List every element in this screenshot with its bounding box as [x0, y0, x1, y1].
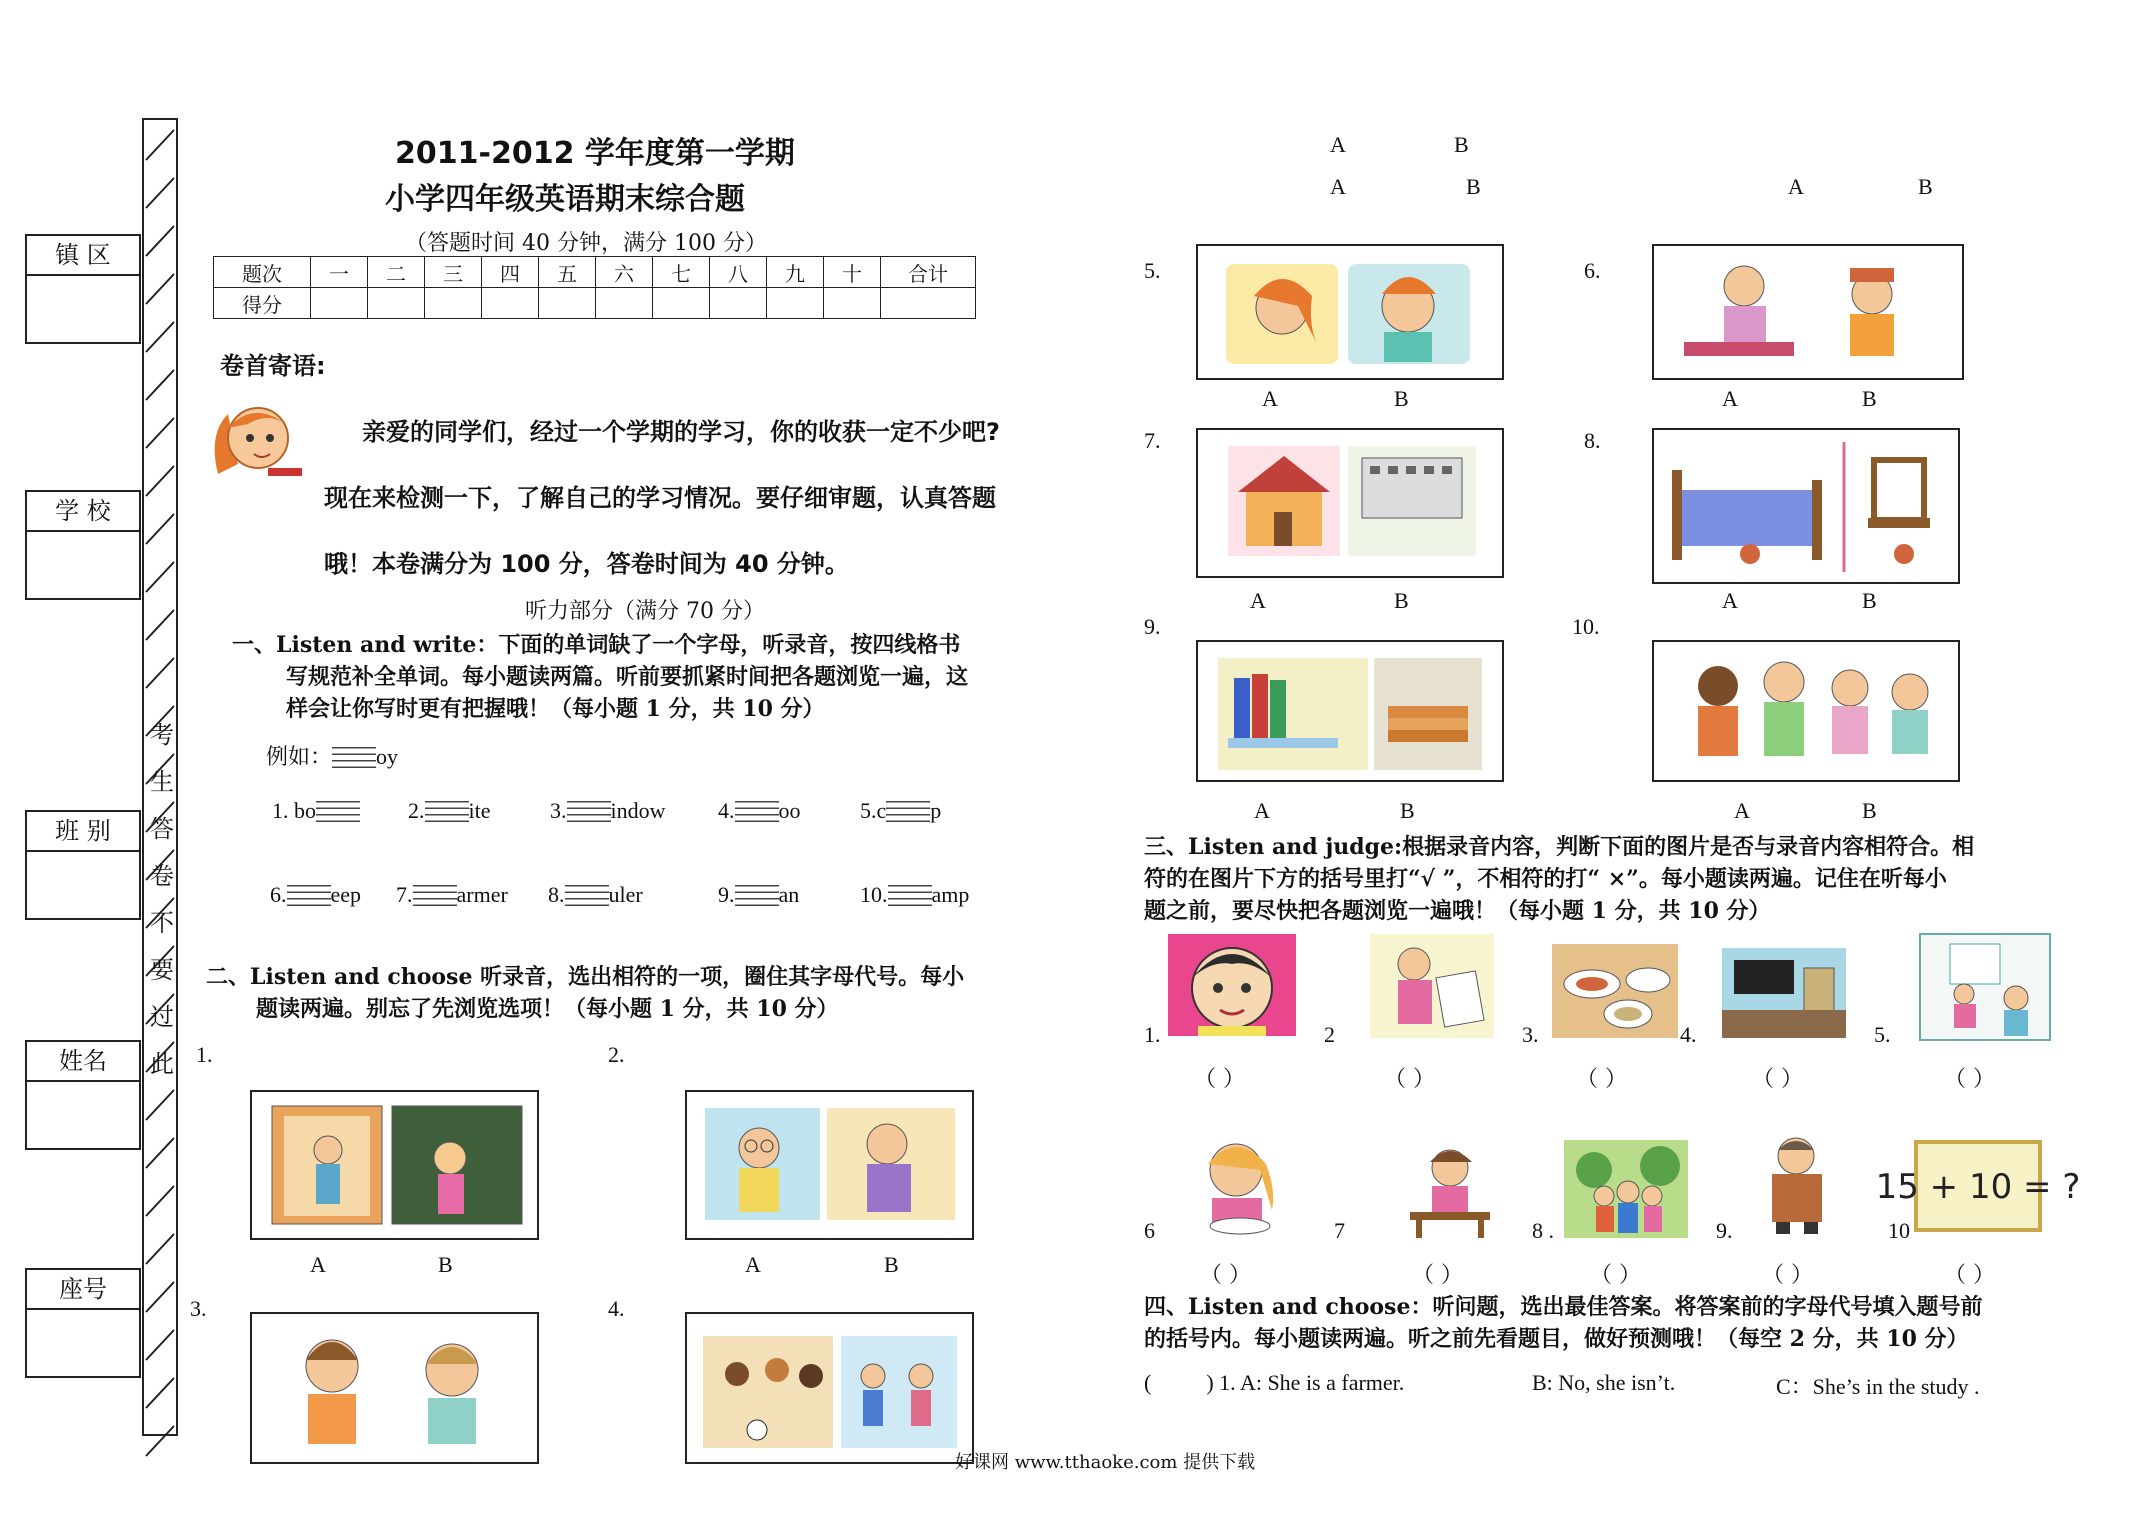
section2-instruction-1: 二、Listen and choose 听录音，选出相符的一项，圈住其字母代号。每小: [206, 964, 965, 990]
intro-line-2: 现在来检测一下，了解自己的学习情况。要仔细审题，认真答题: [324, 484, 996, 512]
s2-q9-picture: [1196, 640, 1504, 782]
s2-q8-option-a[interactable]: A: [1722, 588, 1738, 613]
item-number: 5.c: [860, 798, 887, 823]
score-col: 九: [767, 257, 824, 288]
s3-q7-answer-bracket[interactable]: （ ）: [1412, 1263, 1463, 1288]
item-suffix: uler: [608, 882, 643, 907]
overflow-option-a: A: [1330, 132, 1346, 157]
s2-q10-number: 10.: [1572, 614, 1600, 639]
s2-q8-option-b[interactable]: B: [1862, 588, 1877, 613]
example-label: 例如：: [266, 744, 333, 769]
exam-subtitle: （答题时间 40 分钟，满分 100 分）: [405, 231, 767, 256]
score-col-total: 合计: [881, 257, 976, 288]
s2-q6-number: 6.: [1584, 258, 1601, 283]
listening-part-title: 听力部分（满分 70 分）: [525, 599, 765, 624]
exam-title-year: 2011-2012 学年度第一学期: [395, 136, 795, 171]
s3-q2-picture: [1370, 934, 1494, 1038]
score-col: 八: [710, 257, 767, 288]
item-suffix: amp: [931, 882, 970, 907]
four-line-blank[interactable]: [425, 796, 469, 822]
item-number: 10.: [860, 882, 888, 907]
score-cell[interactable]: [539, 288, 596, 319]
s4-q1-option-a[interactable]: ( ) 1. A: She is a farmer.: [1144, 1370, 1405, 1395]
s3-q7-picture: [1390, 1140, 1510, 1238]
four-line-blank[interactable]: [886, 796, 930, 822]
write-item-10: [860, 880, 969, 908]
girl-illustration: [198, 394, 310, 490]
s2-q10-option-a[interactable]: A: [1734, 798, 1750, 823]
s3-q3-picture: [1552, 944, 1678, 1038]
s2-q7-option-b[interactable]: B: [1394, 588, 1409, 613]
overflow-option-b: B: [1454, 132, 1469, 157]
s3-q10-answer-bracket[interactable]: （ ）: [1944, 1263, 1995, 1288]
item-suffix: p: [930, 798, 942, 823]
info-field-seat[interactable]: [27, 1310, 139, 1376]
section1-example: [266, 740, 398, 771]
s2-q9-option-b[interactable]: B: [1400, 798, 1415, 823]
s2-q1-number: 1.: [196, 1042, 213, 1067]
s2-q1-picture: [250, 1090, 539, 1240]
s4-q1-option-c: C：She’s in the study .: [1776, 1374, 1980, 1399]
item-suffix: armer: [456, 882, 508, 907]
write-item-4: [718, 796, 801, 824]
section2-instruction-2: 题读两遍。别忘了先浏览选项！（每小题 1 分，共 10 分）: [256, 996, 839, 1022]
info-box-school: [25, 490, 141, 600]
s2-q10-picture: [1652, 640, 1960, 782]
info-box-town: [25, 234, 141, 344]
four-line-blank[interactable]: [735, 880, 779, 906]
score-col: 五: [539, 257, 596, 288]
item-number: 3.: [550, 798, 567, 823]
item-number: 2.: [408, 798, 425, 823]
score-cell[interactable]: [482, 288, 539, 319]
s2-q8-number: 8.: [1584, 428, 1601, 453]
s2-q5-option-b[interactable]: B: [1394, 386, 1409, 411]
item-number: 4.: [718, 798, 735, 823]
overflow-option-b: B: [1918, 174, 1933, 199]
write-item-7: [396, 880, 508, 908]
binding-note: 考 生 答 卷 不 要 过 此: [150, 721, 174, 1078]
write-item-5: [860, 796, 941, 824]
item-suffix: indow: [610, 798, 666, 823]
s2-q9-option-a[interactable]: A: [1254, 798, 1270, 823]
s3-q4-picture: [1722, 948, 1846, 1038]
section3-instruction-1: 三、Listen and judge:根据录音内容，判断下面的图片是否与录音内容相符合。相: [1144, 834, 1975, 860]
s3-q7-number: 7: [1334, 1218, 1345, 1243]
s3-q1-picture: [1168, 934, 1296, 1036]
s2-q2-option-a[interactable]: A: [745, 1252, 761, 1277]
s3-q5-picture: [1920, 934, 2050, 1040]
s2-q9-number: 9.: [1144, 614, 1161, 639]
info-field-town[interactable]: [27, 276, 139, 342]
s2-q2-number: 2.: [608, 1042, 625, 1067]
score-cell[interactable]: [311, 288, 368, 319]
score-cell[interactable]: [824, 288, 881, 319]
s3-q8-answer-bracket[interactable]: （ ）: [1590, 1263, 1641, 1288]
intro-line-3: 哦！本卷满分为 100 分，答卷时间为 40 分钟。: [324, 550, 849, 578]
overflow-option-b: B: [1466, 174, 1481, 199]
score-table: [213, 256, 976, 319]
math-card-text: 15 + 10 = ?: [1875, 1167, 2081, 1207]
s2-q8-picture: [1652, 428, 1960, 584]
write-item-2: [408, 796, 491, 824]
four-line-blank[interactable]: [735, 796, 779, 822]
s2-q1-option-b[interactable]: B: [438, 1252, 453, 1277]
item-suffix: ite: [468, 798, 491, 823]
s2-q3-picture: [250, 1312, 539, 1464]
info-label-seat: 座号: [27, 1270, 139, 1310]
item-number: 7.: [396, 882, 413, 907]
s2-q7-number: 7.: [1144, 428, 1161, 453]
s2-q7-option-a[interactable]: A: [1250, 588, 1266, 613]
info-field-school[interactable]: [27, 532, 139, 598]
score-row-label: 题次: [214, 257, 311, 288]
s2-q6-option-a[interactable]: A: [1722, 386, 1738, 411]
score-col: 十: [824, 257, 881, 288]
item-suffix: eep: [330, 882, 362, 907]
s3-q10-number: 10: [1888, 1218, 1910, 1243]
intro-heading: 卷首寄语:: [220, 352, 326, 380]
score-cell[interactable]: [767, 288, 824, 319]
s3-q1-number: 1.: [1144, 1022, 1161, 1047]
section4-instruction-2: 的括号内。每小题读两遍。听之前先看题目，做好预测哦！（每空 2 分，共 10 分）: [1144, 1326, 1969, 1352]
score-cell[interactable]: [368, 288, 425, 319]
write-item-6: [270, 880, 361, 908]
s2-q6-option-b[interactable]: B: [1862, 386, 1877, 411]
info-field-name[interactable]: [27, 1082, 139, 1148]
s2-q2-option-b[interactable]: B: [884, 1252, 899, 1277]
score-cell-total[interactable]: [881, 288, 976, 319]
item-number: 9.: [718, 882, 735, 907]
score-col: 四: [482, 257, 539, 288]
s2-q6-picture: [1652, 244, 1964, 380]
score-cell[interactable]: [425, 288, 482, 319]
s2-q10-option-b[interactable]: B: [1862, 798, 1877, 823]
s3-q4-number: 4.: [1680, 1022, 1697, 1047]
overflow-option-a: A: [1788, 174, 1804, 199]
s3-q5-answer-bracket[interactable]: （ ）: [1944, 1067, 1995, 1092]
four-line-blank[interactable]: [565, 880, 609, 906]
s3-q8-picture: [1564, 1140, 1688, 1238]
section4-instruction-1: 四、Listen and choose：听问题，选出最佳答案。将答案前的字母代号填入题号前: [1144, 1294, 1983, 1320]
s2-q4-picture: [685, 1312, 974, 1464]
s2-q5-option-a[interactable]: A: [1262, 386, 1278, 411]
s2-q3-number: 3.: [190, 1296, 207, 1321]
score-cell[interactable]: [653, 288, 710, 319]
write-item-9: [718, 880, 799, 908]
info-box-class: [25, 810, 141, 920]
s3-q6-answer-bracket[interactable]: （ ）: [1200, 1263, 1251, 1288]
s3-q5-number: 5.: [1874, 1022, 1891, 1047]
info-box-name: [25, 1040, 141, 1150]
info-field-class[interactable]: [27, 852, 139, 918]
section3-instruction-3: 题之前，要尽快把各题浏览一遍哦！（每小题 1 分，共 10 分）: [1144, 898, 1771, 924]
four-line-blank[interactable]: [567, 796, 611, 822]
four-line-blank[interactable]: [316, 796, 360, 822]
s2-q2-picture: [685, 1090, 974, 1240]
footer-source: 好课网 www.tthaoke.com 提供下载: [955, 1452, 1256, 1473]
s2-q5-number: 5.: [1144, 258, 1161, 283]
info-label-class: 班 别: [27, 812, 139, 852]
score-col: 七: [653, 257, 710, 288]
s3-q9-picture: [1752, 1132, 1842, 1236]
info-label-town: 镇 区: [27, 236, 139, 276]
s3-q1-answer-bracket[interactable]: （ ）: [1194, 1067, 1245, 1092]
score-cell[interactable]: [596, 288, 653, 319]
s4-q1-option-b: B: No, she isn’t.: [1532, 1370, 1676, 1395]
score-col: 一: [311, 257, 368, 288]
write-item-1: [272, 796, 360, 824]
example-suffix: oy: [376, 744, 399, 769]
item-suffix: oo: [778, 798, 801, 823]
s3-q3-number: 3.: [1522, 1022, 1539, 1047]
four-line-blank[interactable]: [888, 880, 932, 906]
info-box-seat: [25, 1268, 141, 1378]
s3-q4-answer-bracket[interactable]: （ ）: [1752, 1067, 1803, 1092]
info-label-school: 学 校: [27, 492, 139, 532]
s3-q6-number: 6: [1144, 1218, 1155, 1243]
s3-q9-number: 9.: [1716, 1218, 1733, 1243]
s2-q7-picture: [1196, 428, 1504, 578]
s3-q10-picture: [1875, 1140, 2081, 1232]
section1-instruction-3: 样会让你写时更有把握哦！（每小题 1 分，共 10 分）: [286, 696, 825, 722]
item-number: 1. bo: [272, 798, 316, 823]
score-col: 二: [368, 257, 425, 288]
write-item-3: [550, 796, 666, 824]
section1-instruction-1: 一、Listen and write：下面的单词缺了一个字母，听录音，按四线格书: [232, 632, 961, 658]
s3-q8-number: 8 .: [1532, 1218, 1554, 1243]
four-line-blank[interactable]: [332, 742, 376, 768]
s3-q2-number: 2: [1324, 1022, 1335, 1047]
item-suffix: an: [778, 882, 800, 907]
item-number: 8.: [548, 882, 565, 907]
intro-line-1: 亲爱的同学们，经过一个学期的学习，你的收获一定不少吧?: [362, 418, 1000, 446]
four-line-blank[interactable]: [287, 880, 331, 906]
s2-q4-number: 4.: [608, 1296, 625, 1321]
score-cell[interactable]: [710, 288, 767, 319]
score-row-label: 得分: [214, 288, 311, 319]
s2-q5-picture: [1196, 244, 1504, 380]
info-label-name: 姓名: [27, 1042, 139, 1082]
section1-instruction-2: 写规范补全单词。每小题读两篇。听前要抓紧时间把各题浏览一遍，这: [286, 664, 969, 690]
s3-q6-picture: [1176, 1130, 1302, 1238]
s3-q2-answer-bracket[interactable]: （ ）: [1384, 1067, 1435, 1092]
s3-q3-answer-bracket[interactable]: （ ）: [1576, 1067, 1627, 1092]
s2-q1-option-a[interactable]: A: [310, 1252, 326, 1277]
item-number: 6.: [270, 882, 287, 907]
overflow-option-a: A: [1330, 174, 1346, 199]
section3-instruction-2: 符的在图片下方的括号里打“√ ”，不相符的打“ ×”。每小题读两遍。记住在听每小: [1144, 866, 1947, 892]
exam-title-main: 小学四年级英语期末综合题: [385, 182, 745, 217]
score-col: 三: [425, 257, 482, 288]
score-col: 六: [596, 257, 653, 288]
s3-q9-answer-bracket[interactable]: （ ）: [1762, 1263, 1813, 1288]
four-line-blank[interactable]: [413, 880, 457, 906]
write-item-8: [548, 880, 643, 908]
